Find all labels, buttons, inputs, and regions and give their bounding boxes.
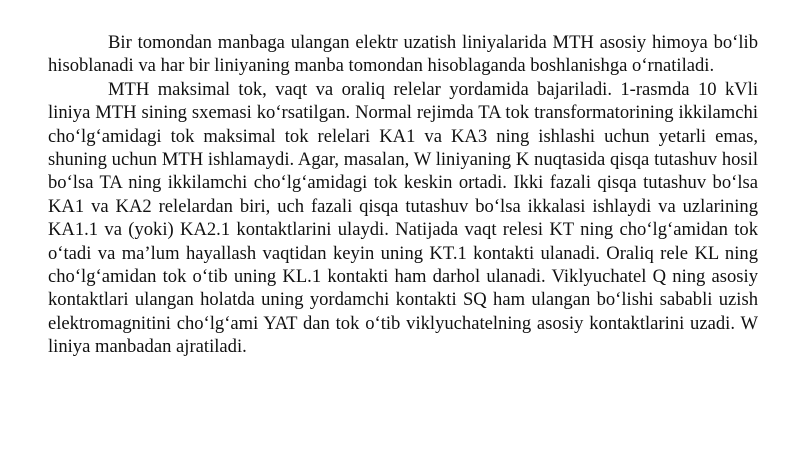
document-body [48, 31, 758, 359]
paragraph-2: MTH maksimal tok, vaqt va oraliq relelar yordamida bajariladi. 1-rasmda 10 kVli liniya MTH sining sxemasi ko‘rsatilgan. Normal rejimda TA tok transformatorining ikkilamchi cho‘lg‘amidagi tok maksimal tok relelari KA1 va KA3 ning ishlashi uchun yetarli emas, shuning uchun MTH ishlamaydi. Agar, masalan, W liniyaning K nuqtasida qisqa tutashuv hosil bo‘lsa TA ning ikkilamchi cho‘lg‘amidagi tok keskin ortadi. Ikki fazali qisqa tutashuv bo‘lsa KA1 va KA2 relelardan biri, uch fazali qisqa tutashuv bo‘lsa ikkalasi ishlaydi va uzlarining KA1.1 va (yoki) KA2.1 kontaktlarini ulaydi. Natijada vaqt relesi KT ning cho‘lg‘amidan tok o‘tadi va ma’lum hayallash vaqtidan keyin uning KT.1 kontakti ulanadi. Oraliq rele KL ning cho‘lg‘amidan tok o‘tib uning KL.1 kontakti ham darhol ulanadi. Viklyuchatel Q ning asosiy kontaktlari ulangan holatda uning yordamchi kontakti SQ ham ulangan bo‘lishi sababli uzish elektromagnitini cho‘lg‘ami YAT dan tok o‘tib viklyuchatelning asosiy kontaktlarini uzadi. W liniya manbadan ajratiladi. [48, 78, 758, 358]
paragraph-1: Bir tomondan manbaga ulangan elektr uzatish liniyalarida MTH asosiy himoya bo‘lib hisoblanadi va har bir liniyaning manba tomondan hisoblaganda boshlanishga o‘rnatiladi. [48, 32, 758, 77]
